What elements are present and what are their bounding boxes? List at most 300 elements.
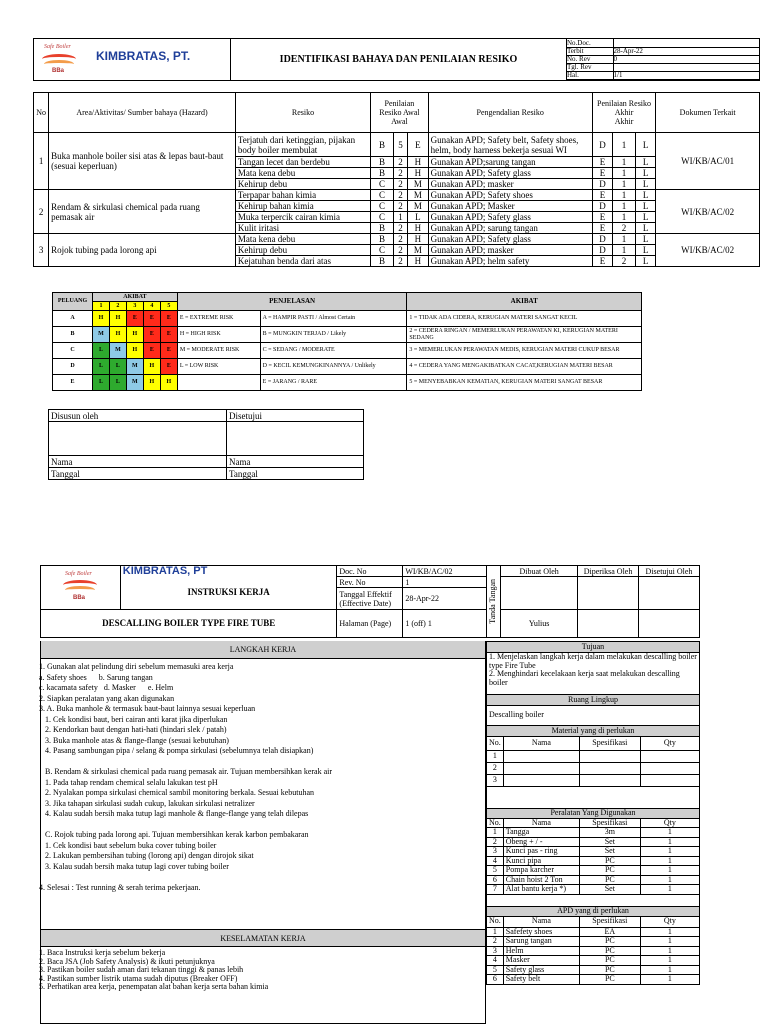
sign-col-disetujui: Disetujui Oleh [639, 566, 700, 577]
apd-no: 1 [487, 927, 504, 937]
ruang-title: Ruang Lingkup [487, 695, 700, 706]
disusun-label: Disusun oleh [49, 410, 227, 422]
final-fr: L [635, 168, 656, 179]
matrix-cell: E [160, 343, 177, 359]
final-fr: L [635, 212, 656, 223]
probability-desc: E = JARANG / RARE [260, 375, 407, 391]
peralatan-no: 3 [487, 847, 504, 857]
apd-spes: PC [580, 937, 641, 947]
apd-row [487, 975, 700, 985]
k3-item: 4. Pastikan sumber listrik utama sudah diputus (Breaker OFF) [39, 973, 238, 983]
apd-qty: 1 [640, 937, 699, 947]
material-title: Material yang di perlukan [487, 726, 700, 737]
peralatan-nama: Chain hoist 2 Ton [503, 875, 579, 885]
final-fa: 1 [613, 245, 636, 256]
risk-level-desc [177, 375, 260, 391]
doc-meta-row [567, 55, 759, 63]
peralatan-spes: Set [580, 885, 641, 895]
initial-a: 2 [393, 157, 407, 168]
matrix-cell: H [109, 311, 126, 327]
apd-col-spes: Spesifikasi [580, 916, 641, 927]
apd-spes: PC [580, 975, 641, 985]
apd-title: APD yang di perlukan [487, 906, 700, 916]
initial-r: H [408, 157, 429, 168]
materials-row [487, 751, 700, 763]
initial-r: M [408, 245, 429, 256]
matrix-col-label: 4 [143, 302, 160, 311]
matrix-col-label: 1 [92, 302, 109, 311]
ik-meta-value-0: WI/KB/AC/02 [403, 566, 487, 577]
final-fa: 2 [613, 223, 636, 234]
matrix-cell: H [143, 375, 160, 391]
final-fr: L [635, 223, 656, 234]
apd-qty: 1 [640, 956, 699, 966]
matrix-col-label: 2 [109, 302, 126, 311]
final-fa: 1 [613, 168, 636, 179]
initial-a: 2 [393, 179, 407, 190]
col-doc: Dokumen Terkait [656, 93, 760, 133]
hazard-risk: Terjatuh dari ketinggian, pijakan body boiler membulat [235, 133, 370, 157]
hazard-risk: Mata kena debu [235, 234, 370, 245]
materials-no: 3 [487, 775, 504, 787]
initial-a: 2 [393, 234, 407, 245]
initial-a: 2 [393, 256, 407, 267]
doc-meta-row [567, 47, 759, 55]
peralatan-row [487, 847, 700, 857]
hazard-control: Gunakan APD; Safety belt, Safety shoes, helm, body harness bekerja sesuai WI [428, 133, 592, 157]
initial-p: B [371, 234, 394, 245]
matrix-cell: L [92, 359, 109, 375]
materials-spes [580, 775, 641, 787]
matrix-row [53, 359, 642, 375]
k3-item: 2. Baca JSA (Job Safety Analysis) & ikuti petunjuknya [39, 956, 215, 966]
langkah-step: a. Safety shoes b. Sarung tangan [39, 672, 153, 682]
langkah-step: 1. Cek kondisi baut sebelum buka cover tubing boiler [39, 840, 217, 850]
hazard-control: Gunakan APD; Safety glass [428, 168, 592, 179]
ik-meta-label-1: Rev. No [337, 577, 403, 588]
tujuan-title: Tujuan [487, 642, 700, 653]
peralatan-col-qty: Qty [640, 818, 699, 828]
doc-meta-row [567, 71, 759, 79]
matrix-cell: E [160, 359, 177, 375]
peluang-header: PELUANG [53, 293, 93, 311]
probability-desc: B = MUNGKIN TERJAD / Likely [260, 327, 407, 343]
doc-meta-label: Tgl. Rev [567, 63, 613, 71]
apd-qty: 1 [640, 946, 699, 956]
doc-meta [567, 39, 760, 81]
final-fa: 1 [613, 179, 636, 190]
risk-level-desc: L = LOW RISK [177, 359, 260, 375]
doc-meta-label: Hal. [567, 71, 613, 79]
matrix-row-label: B [53, 327, 93, 343]
initial-p: C [371, 201, 394, 212]
peralatan-spes: 3m [580, 828, 641, 838]
col-final: Penilaian Resiko Akhir Akhir [592, 93, 656, 133]
peralatan-nama: Kunci pas - ring [503, 847, 579, 857]
initial-p: B [371, 157, 394, 168]
disetujui-label: Disetujui [227, 410, 364, 422]
final-fa: 1 [613, 133, 636, 157]
final-fp: E [592, 212, 613, 223]
initial-r: H [408, 256, 429, 267]
initial-p: B [371, 256, 394, 267]
final-fp: E [592, 190, 613, 201]
hazard-risk: Kehirup debu [235, 179, 370, 190]
hazard-doc: WI/KB/AC/02 [656, 234, 760, 267]
langkah-step: 2. Kendorkan baut dengan hati-hati (hindari slek / patah) [39, 725, 227, 734]
ik-title: INSTRUKSI KERJA [120, 577, 337, 610]
ik-meta-label-2: Tanggal Effektif (Effective Date) [337, 588, 403, 610]
langkah-step: 2. Lakukan pembersihan tubing (lorong api) dengan dirojok sikat [39, 851, 254, 860]
langkah-step: 2. Siapkan peralatan yang akan digunakan [39, 693, 175, 703]
doc-meta-label: Terbit [567, 47, 613, 55]
consequence-desc: 2 = CEDERA RINGAN / MEMERLUKAN PERAWATAN KI, KERUGIAN MATERI SEDANG [407, 327, 642, 343]
consequence-desc: 5 = MENYEBABKAN KEMATIAN, KERUGIAN MATERI SANGAT BESAR [407, 375, 642, 391]
matrix-cell: M [92, 327, 109, 343]
apd-spes: PC [580, 956, 641, 966]
matrix-cell: M [126, 359, 143, 375]
langkah-title: LANGKAH KERJA [41, 641, 485, 659]
matrix-cell: E [143, 343, 160, 359]
tanggal-1: Tanggal [49, 468, 227, 480]
peralatan-spes: PC [580, 866, 641, 876]
peralatan-row [487, 866, 700, 876]
peralatan-spes: PC [580, 875, 641, 885]
sign-box-dibuat [501, 577, 578, 610]
apd-no: 6 [487, 975, 504, 985]
final-fp: D [592, 133, 613, 157]
apd-row [487, 937, 700, 947]
final-fp: E [592, 157, 613, 168]
matrix-row [53, 343, 642, 359]
company-logo [34, 39, 231, 81]
nama-2: Nama [227, 456, 364, 468]
right-panel [486, 641, 700, 985]
langkah-step [39, 872, 485, 883]
hazard-control: Gunakan APD; Safety glass [428, 212, 592, 223]
hazard-risk: Terpapar bahan kimia [235, 190, 370, 201]
probability-desc: A = HAMPIR PASTI / Almost Certain [260, 311, 407, 327]
matrix-cell: M [109, 343, 126, 359]
ik-logo [41, 566, 121, 610]
hazard-control: Gunakan APD;sarung tangan [428, 157, 592, 168]
apd-col-no: No. [487, 916, 504, 927]
apd-col-qty: Qty [640, 916, 699, 927]
initial-a: 2 [393, 201, 407, 212]
final-fa: 1 [613, 201, 636, 212]
probability-desc: C = SEDANG / MODERATE [260, 343, 407, 359]
matrix-cell: H [92, 311, 109, 327]
materials-nama [503, 763, 579, 775]
peralatan-no: 7 [487, 885, 504, 895]
material-col-spes: Spesifikasi [580, 737, 641, 751]
matrix-row-label: C [53, 343, 93, 359]
ik-meta-value-2: 28-Apr-22 [403, 588, 487, 610]
matrix-cell: L [109, 375, 126, 391]
langkah-step: 3. Kalau sudah bersih maka tutup lagi cover tubing boiler [39, 861, 229, 871]
hazard-area: Rendam & sirkulasi chemical pada ruang pemasak air [49, 190, 236, 234]
initial-a: 2 [393, 223, 407, 234]
ik-company: KIMBRATAS, PT [120, 566, 337, 577]
peralatan-no: 6 [487, 875, 504, 885]
hira-header-table [33, 38, 760, 81]
matrix-cell: E [143, 311, 160, 327]
peralatan-nama: Kunci pipa [503, 856, 579, 866]
langkah-step: 3. A. Buka manhole & termasuk baut-baut lainnya sesuai keperluan [39, 704, 256, 713]
materials-spes [580, 751, 641, 763]
final-fa: 2 [613, 256, 636, 267]
final-fr: L [635, 245, 656, 256]
materials-qty [640, 751, 699, 763]
hazard-row [34, 133, 760, 157]
signoff-block [48, 409, 364, 480]
matrix-row-label: A [53, 311, 93, 327]
tanda-tangan: Tanda Tangan [487, 566, 501, 638]
col-area: Area/Aktivitas/ Sumber bahaya (Hazard) [49, 93, 236, 133]
hazard-row [34, 234, 760, 245]
apd-spes: EA [580, 927, 641, 937]
materials-row [487, 763, 700, 775]
peralatan-col-nama: Nama [503, 818, 579, 828]
peralatan-spes: Set [580, 847, 641, 857]
ik-logo-icon: Safe Boiler BBa [63, 570, 97, 602]
doc-meta-value: 1/1 [613, 71, 759, 79]
matrix-cell: L [92, 375, 109, 391]
langkah-step: 4. Kalau sudah bersih maka tutup lagi manhole & flange-flange yang telah dilepas [39, 809, 309, 818]
hira-title: IDENTIFIKASI BAHAYA DAN PENILAIAN RESIKO [231, 39, 567, 81]
initial-p: B [371, 133, 394, 157]
hazard-no: 1 [34, 133, 49, 190]
peralatan-spes: Set [580, 837, 641, 847]
apd-nama: Safety glass [503, 965, 579, 975]
final-fp: E [592, 223, 613, 234]
initial-r: M [408, 201, 429, 212]
langkah-step [39, 757, 485, 768]
final-fr: L [635, 201, 656, 212]
hazard-risk: Kehirup debu [235, 245, 370, 256]
peralatan-row [487, 885, 700, 895]
ik-meta-value-3: 1 (off) 1 [403, 610, 487, 638]
consequence-desc: 3 = MEMERLUKAN PERAWATAN MEDIS, KERUGIAN MATERI CUKUP BESAR [407, 343, 642, 359]
matrix-cell: H [126, 327, 143, 343]
matrix-row [53, 311, 642, 327]
initial-r: M [408, 179, 429, 190]
company-name: KIMBRATAS, PT. [96, 49, 191, 63]
k3-list [39, 947, 485, 992]
final-fr: L [635, 256, 656, 267]
ik-header [40, 565, 700, 638]
matrix-cell: E [143, 327, 160, 343]
material-col-qty: Qty [640, 737, 699, 751]
doc-meta-label: No. Rev [567, 55, 613, 63]
initial-r: H [408, 234, 429, 245]
initial-p: C [371, 190, 394, 201]
initial-a: 2 [393, 190, 407, 201]
material-col-no: No. [487, 737, 504, 751]
langkah-step: 2. Nyalakan pompa sirkulasi chemical sambil monitoring berkala. Sesuai kebutuhan [39, 788, 315, 797]
sign-col-diperiksa: Diperiksa Oleh [578, 566, 639, 577]
apd-nama: Sarung tangan [503, 937, 579, 947]
doc-meta-value: 28-Apr-22 [613, 47, 759, 55]
hazard-table [33, 92, 760, 267]
ik-section [39, 564, 700, 991]
ik-meta-value-1: 1 [403, 577, 487, 588]
hazard-risk: Kulit iritasi [235, 223, 370, 234]
hazard-control: Gunakan APD; masker [428, 245, 592, 256]
ruang-text: Descalling boiler [487, 706, 700, 726]
doc-meta-value: 0 [613, 55, 759, 63]
hazard-area: Rojok tubing pada lorong api [49, 234, 236, 267]
langkah-step: B. Rendam & sirkulasi chemical pada ruang pemasak air. Tujuan membersihkan kerak air [39, 767, 333, 776]
hazard-row [34, 190, 760, 201]
apd-qty: 1 [640, 927, 699, 937]
peralatan-qty: 1 [640, 875, 699, 885]
peralatan-col-no: No. [487, 818, 504, 828]
matrix-col-label: 3 [126, 302, 143, 311]
peralatan-spacer [487, 894, 700, 906]
initial-r: M [408, 190, 429, 201]
hazard-area: Buka manhole boiler sisi atas & lepas baut-baut (sesuai keperluan) [49, 133, 236, 190]
final-fr: L [635, 157, 656, 168]
ik-meta-label-3: Halaman (Page) [337, 610, 403, 638]
hazard-risk: Tangan lecet dan berdebu [235, 157, 370, 168]
hazard-control: Gunakan APD; helm safety [428, 256, 592, 267]
initial-r: E [408, 133, 429, 157]
hazard-risk: Kehirup bahan kimia [235, 201, 370, 212]
materials-qty [640, 763, 699, 775]
final-fr: L [635, 234, 656, 245]
final-fa: 1 [613, 190, 636, 201]
sign-col-dibuat: Dibuat Oleh [501, 566, 578, 577]
k3-item: 5. Perhatikan area kerja, penempatan alat bahan kerja serta bahan kimia [39, 982, 269, 991]
apd-qty: 1 [640, 965, 699, 975]
apd-nama: Masker [503, 956, 579, 966]
apd-col-nama: Nama [503, 916, 579, 927]
matrix-cell: H [143, 359, 160, 375]
col-control: Pengendalian Resiko [428, 93, 592, 133]
hazard-doc: WI/KB/AC/01 [656, 133, 760, 190]
final-fr: L [635, 190, 656, 201]
matrix-cell: L [109, 359, 126, 375]
matrix-cell: H [160, 375, 177, 391]
apd-nama: Helm [503, 946, 579, 956]
materials-no: 1 [487, 751, 504, 763]
peralatan-row [487, 828, 700, 838]
langkah-step: 3. Buka manhole atas & flange-flange (sesuai kebutuhan) [39, 735, 229, 745]
hazard-no: 3 [34, 234, 49, 267]
peralatan-qty: 1 [640, 828, 699, 838]
consequence-desc: 4 = CEDERA YANG MENGAKIBATKAN CACAT,KERUGIAN MATERI BESAR [407, 359, 642, 375]
k3-item: 3. Pastikan boiler sudah aman dari tekanan tinggi & panas lebih [39, 965, 244, 974]
peralatan-nama: Pompa karcher [503, 866, 579, 876]
nama-1: Nama [49, 456, 227, 468]
apd-spes: PC [580, 965, 641, 975]
langkah-step: C. Rojok tubing pada lorong api. Tujuan membersihkan kerak karbon pembakaran [39, 830, 309, 839]
langkah-step: 1. Cek kondisi baut, beri cairan anti karat jika diperlukan [39, 714, 228, 724]
materials-spes [580, 763, 641, 775]
matrix-cell: M [126, 375, 143, 391]
langkah-step: 4. Pasang sambungan pipa / selang & pompa sirkulasi (sebelumnya telah disiapkan) [39, 746, 314, 755]
initial-a: 5 [393, 133, 407, 157]
peralatan-spes: PC [580, 856, 641, 866]
materials-nama [503, 751, 579, 763]
peralatan-title: Peralatan Yang Digunakan [487, 809, 700, 819]
penjelasan-header: PENJELASAN [177, 293, 407, 311]
matrix-cell: E [126, 311, 143, 327]
initial-a: 2 [393, 245, 407, 256]
signer-empty-2 [578, 610, 639, 638]
k3-title: KESELAMATAN KERJA [41, 929, 485, 947]
signer-empty-3 [639, 610, 700, 638]
peralatan-qty: 1 [640, 847, 699, 857]
peralatan-nama: Obeng + / - [503, 837, 579, 847]
peralatan-no: 5 [487, 866, 504, 876]
matrix-col-label: 5 [160, 302, 177, 311]
final-fa: 1 [613, 157, 636, 168]
peralatan-qty: 1 [640, 885, 699, 895]
peralatan-col-spes: Spesifikasi [580, 818, 641, 828]
apd-no: 3 [487, 946, 504, 956]
hazard-risk: Mata kena debu [235, 168, 370, 179]
final-fr: L [635, 179, 656, 190]
signer-name: Yulius [501, 610, 578, 638]
apd-nama: Safety belt [503, 975, 579, 985]
apd-no: 2 [487, 937, 504, 947]
materials-nama [503, 775, 579, 787]
hira-section [33, 38, 760, 267]
final-fr: L [635, 133, 656, 157]
peralatan-qty: 1 [640, 856, 699, 866]
initial-r: L [408, 212, 429, 223]
consequence-desc: 1 = TIDAK ADA CIDERA, KERUGIAN MATERI SANGAT KECIL [407, 311, 642, 327]
apd-no: 4 [487, 956, 504, 966]
tujuan-text: 1. Menjelaskan langkah kerja dalam melakukan descalling boiler type Fire Tube 2. Menghindari kecelakaan kerja saat melakukan descalling boiler [487, 653, 700, 695]
peralatan-qty: 1 [640, 866, 699, 876]
apd-spes: PC [580, 946, 641, 956]
apd-qty: 1 [640, 975, 699, 985]
hazard-no: 2 [34, 190, 49, 234]
final-fp: D [592, 179, 613, 190]
risk-level-desc: H = HIGH RISK [177, 327, 260, 343]
langkah-step: c. kacamata safety d. Masker e. Helm [39, 683, 174, 692]
final-fp: D [592, 245, 613, 256]
col-risk: Resiko [235, 93, 370, 133]
doc-meta-row [567, 39, 759, 47]
col-initial: Penilaian Resiko Awal Awal [371, 93, 428, 133]
final-fp: E [592, 168, 613, 179]
material-spacer [487, 787, 700, 809]
final-fp: D [592, 234, 613, 245]
akibat-scale-header: AKIBAT [92, 293, 177, 302]
hazard-control: Gunakan APD; masker [428, 179, 592, 190]
hazard-doc: WI/KB/AC/02 [656, 190, 760, 234]
col-no: No [34, 93, 49, 133]
material-col-nama: Nama [503, 737, 579, 751]
final-fp: D [592, 201, 613, 212]
logo-icon: Safe Boiler BBa [42, 44, 76, 76]
langkah-panel [40, 641, 486, 1024]
ik-meta-label-0: Doc. No [337, 566, 403, 577]
initial-p: B [371, 223, 394, 234]
initial-a: 1 [393, 212, 407, 223]
matrix-row [53, 327, 642, 343]
risk-matrix [52, 292, 642, 391]
hazard-risk: Muka terpercik cairan kimia [235, 212, 370, 223]
matrix-cell: E [160, 311, 177, 327]
sign-box-disetujui [639, 577, 700, 610]
langkah-step [39, 820, 485, 831]
final-fp: E [592, 256, 613, 267]
